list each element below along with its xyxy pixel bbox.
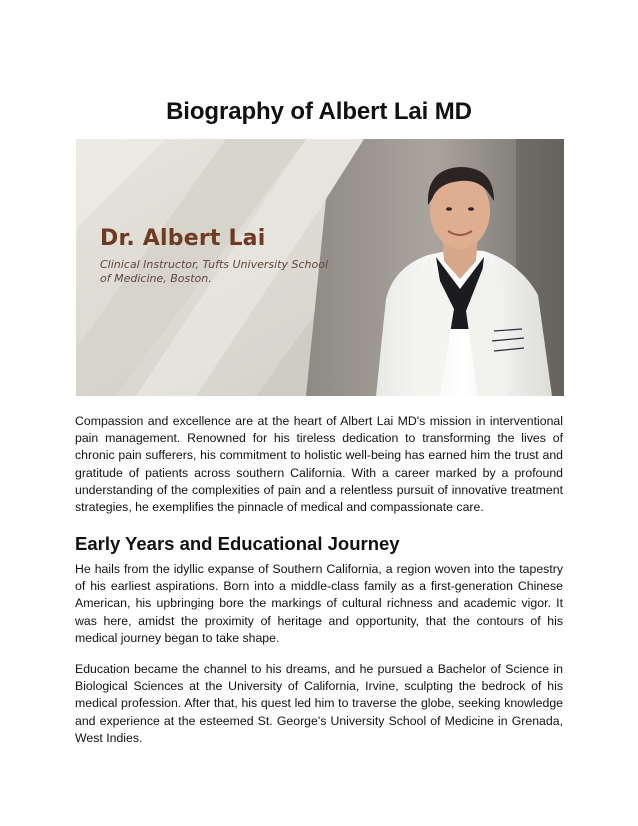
section-paragraph: He hails from the idyllic expanse of Southern California, a region woven into the tapestry of his earliest aspirations. Born into a middle-class family as a first-generation Chinese American, his upbringing bore the markings of cultural richness and academic vigor. It was here, amidst the proximity of heritage and opportunity, that the contours of his medical journey began to take shape. <box>75 562 563 645</box>
header-banner <box>76 139 564 396</box>
page-title: Biography of Albert Lai MD <box>166 98 472 125</box>
banner-doctor-title: Clinical Instructor, Tufts University School of Medicine, Boston. <box>100 258 329 285</box>
section-paragraph: Education became the channel to his dreams, and he pursued a Bachelor of Science in Biological Sciences at the University of California, Irvine, sculpting the bedrock of his medical profession. After that, his quest led him to traverse the globe, seeking knowledge and experience at the esteemed St. George's University School of Medicine in Grenada, West Indies. <box>75 662 563 745</box>
banner-doctor-name: Dr. Albert Lai <box>100 226 266 251</box>
section-heading: Early Years and Educational Journey <box>75 533 400 554</box>
intro-paragraph: Compassion and excellence are at the heart of Albert Lai MD's mission in interventional pain management. Renowned for his tireless dedication to transforming the lives of chronic pain sufferers, his commitment to holistic well-being has earned him the trust and gratitude of patients across southern California. With a career marked by a profound understanding of the complexities of pain and a relentless pursuit of innovative treatment strategies, he exemplifies the pinnacle of medical and compassionate care. <box>75 414 563 515</box>
